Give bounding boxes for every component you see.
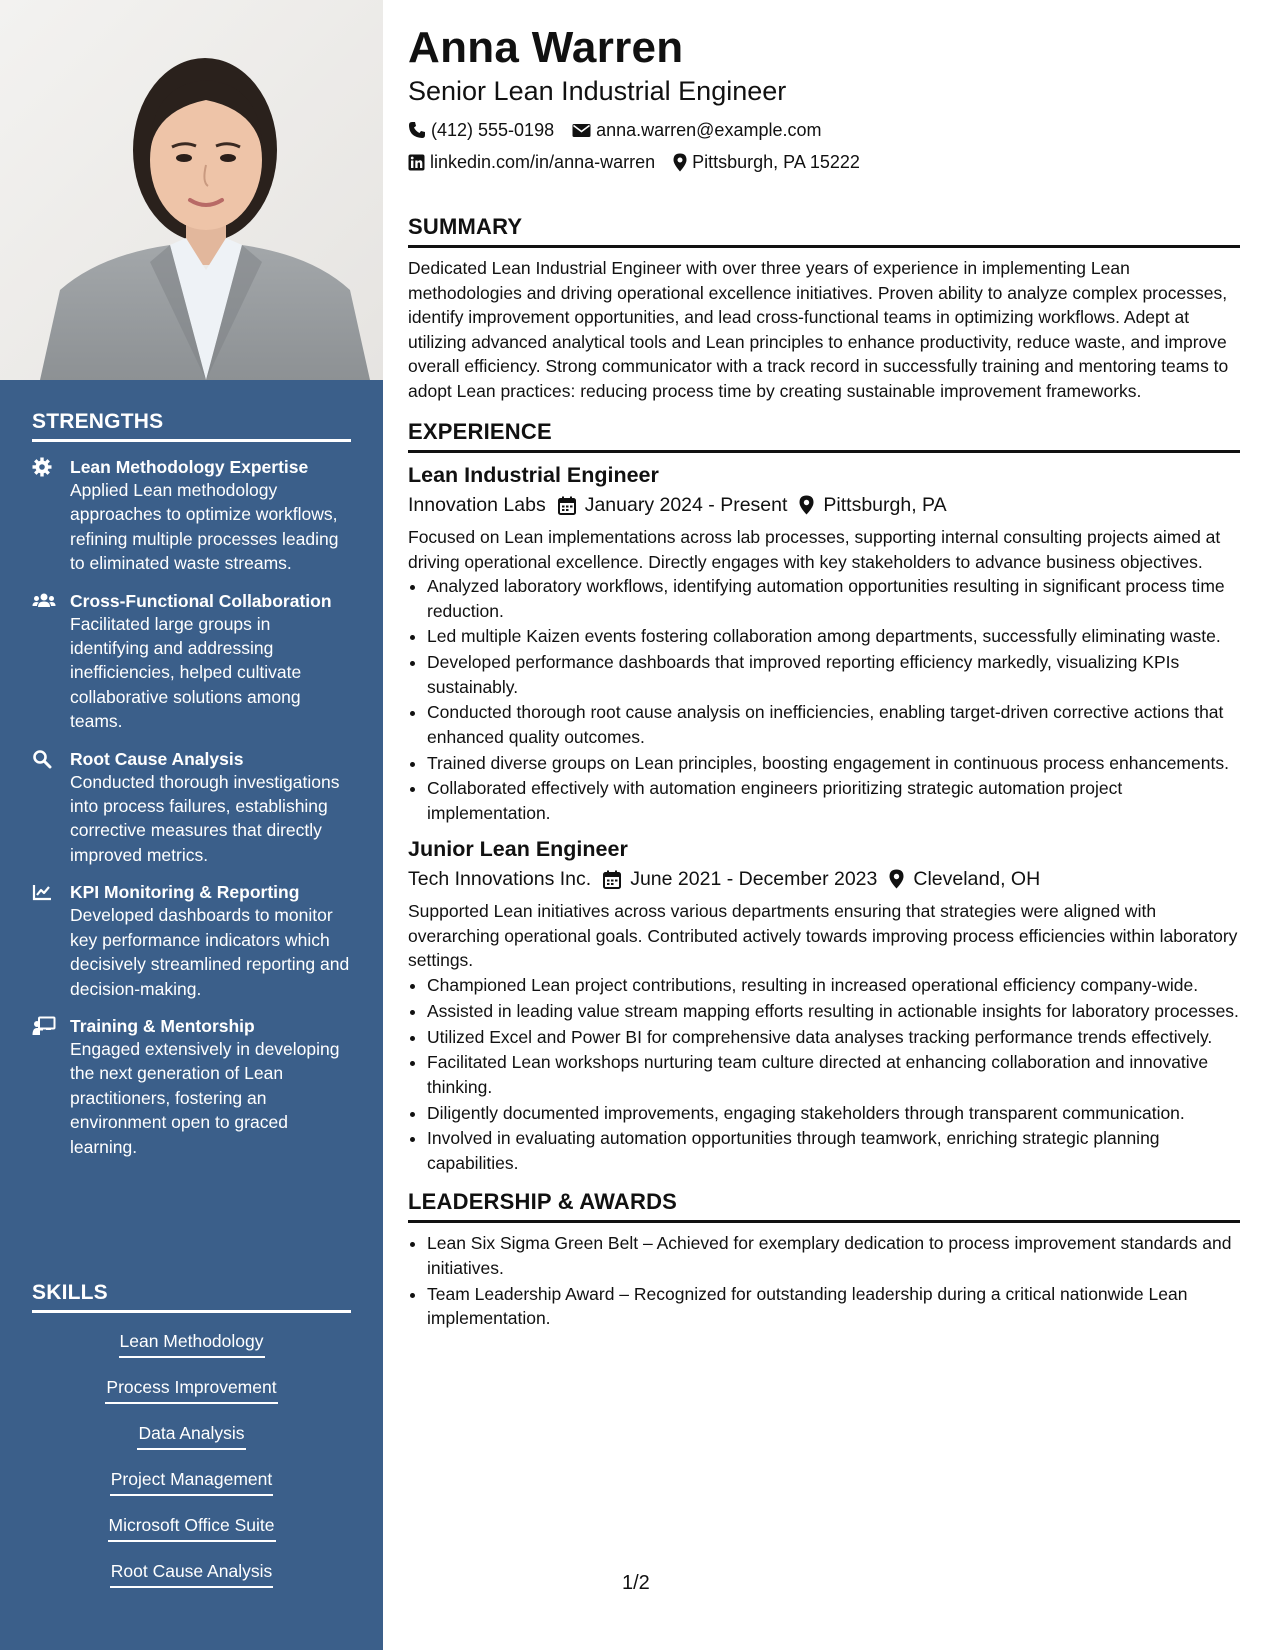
search-icon [32, 749, 54, 769]
chart-line-icon [32, 882, 54, 902]
strength-item [32, 456, 351, 576]
awards-heading: LEADERSHIP & AWARDS [408, 1189, 1240, 1223]
job-dates-text: January 2024 - Present [584, 494, 788, 516]
job-bullets [408, 574, 1240, 825]
job-meta [408, 491, 1240, 519]
job-bullet: • Collaborated effectively with automation engineers prioritizing strategic automation project implementation. [427, 776, 1240, 825]
skill-tag: Process Improvement [105, 1375, 277, 1404]
main-content [408, 22, 1240, 1332]
job-dates [558, 491, 788, 519]
linkedin-contact[interactable] [408, 150, 655, 174]
chalkboard-teacher-icon [32, 1016, 54, 1036]
map-marker-icon [799, 495, 814, 515]
phone-contact[interactable] [408, 118, 554, 142]
skills-heading: SKILLS [32, 1281, 351, 1313]
awards-section [408, 1189, 1240, 1330]
job-location-text: Pittsburgh, PA [823, 494, 947, 516]
phone-icon [408, 121, 426, 139]
portrait-illustration [0, 0, 383, 380]
map-marker-icon [889, 869, 904, 889]
job-title: Junior Lean Engineer [408, 837, 628, 862]
job-description: Focused on Lean implementations across lab processes, supporting internal consulting projects aimed at driving operational excellence. Directly engages with key stakeholders to advance business objectives. [408, 527, 1221, 572]
skill-tag: Root Cause Analysis [110, 1559, 273, 1588]
phone-text: (412) 555-0198 [431, 120, 555, 140]
profile-photo [0, 0, 383, 380]
job-meta [408, 865, 1240, 893]
linkedin-text: linkedin.com/in/anna-warren [430, 152, 656, 172]
job-title: Lean Industrial Engineer [408, 463, 659, 487]
map-marker-icon [673, 153, 687, 172]
strengths-heading: STRENGTHS [32, 410, 351, 442]
job-bullet: • Championed Lean project contributions, resulting in increased operational efficiency company-wide. [427, 973, 1240, 998]
summary-text: Dedicated Lean Industrial Engineer with over three years of experience in implementing Lean methodologies and driving operational excellence initiatives. Proven ability to analyze complex processes, identify improvement opportunities, and lead cross-functional teams in optimizing workflows. Adept at utilizing advanced analytical tools and Lean principles to enhance productivity, reduce waste, and improve overall efficiency. Strong communicator with a track record in successfully training and mentoring teams to adopt Lean practices: reducing process time by creating sustainable improvement frameworks. [408, 258, 1229, 401]
job-bullet: • Trained diverse groups on Lean principles, boosting engagement in continuous process enhancements. [427, 751, 1240, 776]
email-contact[interactable] [572, 118, 821, 142]
skill-tag: Microsoft Office Suite [108, 1513, 276, 1542]
envelope-icon [572, 123, 591, 138]
strength-item [32, 881, 351, 1001]
job-location [799, 491, 946, 519]
location-text: Pittsburgh, PA 15222 [692, 152, 860, 172]
job-bullet: • Conducted thorough root cause analysis on inefficiencies, enabling target-driven corrective actions that enhanced quality outcomes. [427, 700, 1240, 749]
strength-title: Lean Methodology Expertise [70, 457, 309, 477]
skills-list [32, 1323, 351, 1599]
strength-title: Cross-Functional Collaboration [70, 590, 332, 611]
contact-info [408, 114, 1240, 178]
users-icon [32, 591, 54, 611]
job-bullet: • Facilitated Lean workshops nurturing team culture directed at enhancing collaboration and innovative thinking. [427, 1050, 1240, 1099]
location-contact [673, 150, 860, 174]
award-item: • Lean Six Sigma Green Belt – Achieved for exemplary dedication to process improvement standards and initiatives. [427, 1231, 1240, 1280]
summary-section [408, 214, 1240, 403]
linkedin-icon [408, 154, 425, 171]
strength-title: Training & Mentorship [70, 1015, 255, 1036]
calendar-icon [558, 496, 576, 515]
job-dates [603, 865, 877, 893]
strength-item [32, 590, 351, 734]
skill-tag: Lean Methodology [119, 1329, 265, 1358]
job-bullet: • Utilized Excel and Power BI for comprehensive data analyses tracking performance trends effectively. [427, 1025, 1240, 1050]
job-location-text: Cleveland, OH [913, 868, 1041, 891]
job-bullet: • Assisted in leading value stream mapping efforts resulting in actionable insights for laboratory processes. [427, 999, 1240, 1024]
strengths-section [32, 410, 351, 1159]
strength-description: Engaged extensively in developing the next generation of Lean practitioners, fostering an environment open to graced learning. [70, 1038, 340, 1157]
sidebar [0, 0, 383, 1650]
page-number: 1/2 [622, 1572, 650, 1594]
awards-list [408, 1231, 1240, 1330]
job-dates-text: June 2021 - December 2023 [630, 868, 878, 891]
gear-icon [32, 457, 54, 477]
candidate-title: Senior Lean Industrial Engineer [408, 76, 787, 106]
strength-description: Developed dashboards to monitor key performance indicators which decisively streamlined reporting and decision-making. [70, 905, 350, 999]
calendar-icon [603, 870, 621, 889]
job-location [889, 865, 1040, 893]
job-entry [408, 461, 1240, 825]
company-name: Tech Innovations Inc. [408, 868, 592, 891]
job-entry [408, 835, 1240, 1175]
company-name: Innovation Labs [408, 494, 546, 516]
skills-section [32, 1281, 351, 1599]
strength-title: KPI Monitoring & Reporting [70, 882, 300, 903]
summary-heading: SUMMARY [408, 214, 1240, 248]
strength-title: Root Cause Analysis [70, 748, 244, 769]
job-bullet: • Involved in evaluating automation opportunities through teamwork, enriching strategic planning capabilities. [427, 1126, 1240, 1175]
strength-item [32, 748, 351, 868]
job-bullets [408, 973, 1240, 1175]
strength-description: Facilitated large groups in identifying and addressing inefficiencies, helped cultivate collaborative solutions among teams. [70, 613, 302, 732]
experience-heading: EXPERIENCE [408, 419, 1240, 453]
experience-section [408, 419, 1240, 1175]
strength-description: Applied Lean methodology approaches to optimize workflows, refining multiple processes leading to eliminated waste streams. [70, 480, 339, 574]
award-item: • Team Leadership Award – Recognized for outstanding leadership during a critical nationwide Lean implementation. [427, 1282, 1240, 1331]
candidate-name: Anna Warren [408, 23, 684, 72]
strength-item [32, 1015, 351, 1159]
job-bullet: • Diligently documented improvements, engaging stakeholders through transparent communication. [427, 1101, 1240, 1126]
job-bullet: • Developed performance dashboards that improved reporting efficiency markedly, visualizing KPIs sustainably. [427, 650, 1240, 699]
email-text: anna.warren@example.com [596, 120, 822, 140]
job-bullet: • Led multiple Kaizen events fostering collaboration among departments, successfully eliminating waste. [427, 624, 1240, 649]
job-description: Supported Lean initiatives across various departments ensuring that strategies were aligned with overarching operational goals. Contributed actively towards improving process efficiencies within laboratory settings. [408, 901, 1238, 971]
skill-tag: Data Analysis [137, 1421, 245, 1450]
strength-description: Conducted thorough investigations into process failures, establishing corrective measures that directly improved metrics. [70, 771, 340, 865]
job-bullet: • Analyzed laboratory workflows, identifying automation opportunities resulting in significant process time reduction. [427, 574, 1240, 623]
skill-tag: Project Management [110, 1467, 273, 1496]
